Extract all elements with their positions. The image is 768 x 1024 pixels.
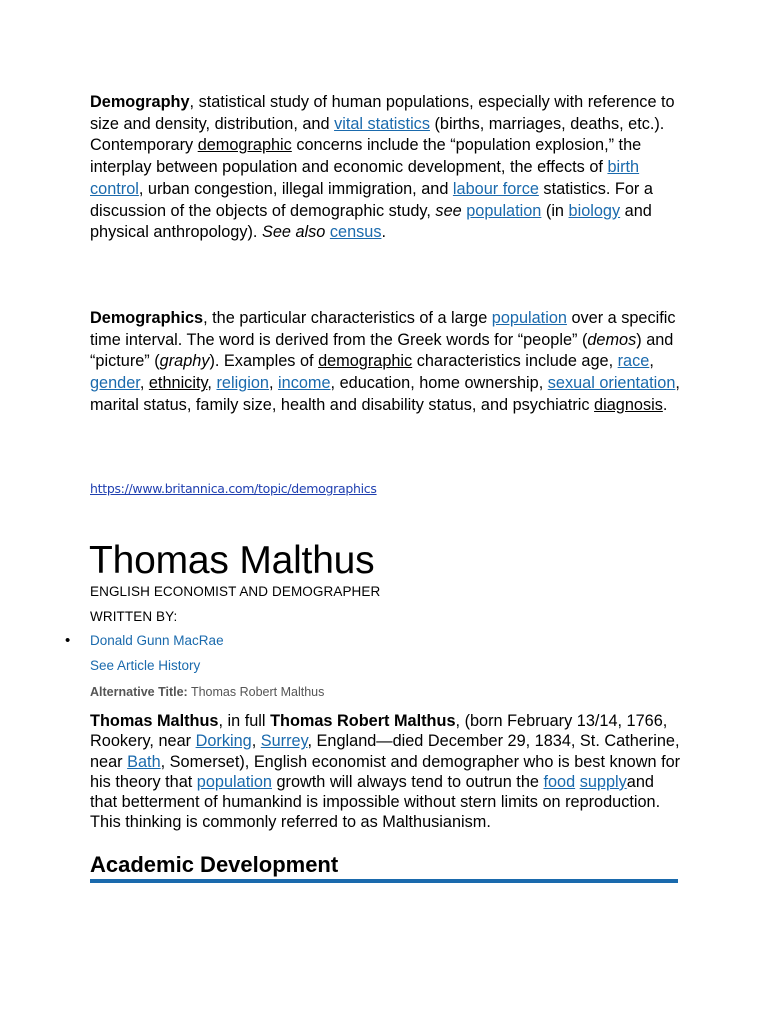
text-run: , the particular characteristics of a large — [203, 309, 492, 327]
demographic-link[interactable]: demographic — [318, 352, 413, 371]
population-link[interactable]: population — [466, 201, 542, 220]
census-link[interactable]: census — [329, 223, 382, 242]
text-run: (births, marriages, deaths, etc.). Contemporary — [90, 114, 665, 155]
demographic-link[interactable]: demographic — [197, 136, 292, 155]
alternative-title — [90, 685, 324, 699]
gender-link[interactable]: gender — [90, 374, 140, 393]
text-run: , marital status, family size, health and disability status, and psychiatric — [90, 374, 680, 414]
food-link[interactable]: food — [543, 772, 576, 791]
article-subtitle: ENGLISH ECONOMIST AND DEMOGRAPHER — [90, 584, 381, 599]
see-italic: see — [435, 201, 462, 220]
text-run: , statistical study of human populations, especially with reference to size and density, distribution, and — [90, 93, 675, 133]
text-run: , education, home ownership, — [330, 374, 548, 393]
malthus-paragraph — [90, 711, 684, 833]
author-link[interactable]: Donald Gunn MacRae — [90, 633, 224, 648]
text-run: and that betterment of humankind is impossible without stern limits on reproduction. This thinking is commonly referred to as Malthusianism. — [90, 772, 661, 832]
birth-control-link[interactable]: birth control — [90, 158, 640, 198]
text-run: over a specific time interval. The word is derived from the Greek words for “people” ( — [90, 309, 676, 349]
religion-link[interactable]: religion — [216, 374, 269, 393]
bath-link[interactable]: Bath — [127, 752, 161, 771]
diagnosis-link[interactable]: diagnosis — [594, 395, 663, 414]
text-run: , Somerset), English economist and demographer who is best known for his theory that — [90, 752, 681, 791]
text-run: , — [649, 352, 654, 371]
text-run: concerns include the “population explosion,” the interplay between population and economic development, the effects of — [90, 136, 642, 177]
text-run: (in — [541, 201, 569, 220]
text-run: , urban congestion, illegal immigration, and — [138, 179, 453, 198]
text-run: ). Examples of — [209, 352, 319, 371]
labour-force-link[interactable]: labour force — [452, 179, 539, 198]
supply-link[interactable]: supply — [579, 772, 627, 791]
income-link[interactable]: income — [278, 374, 331, 393]
text-run: statistics. For a discussion of the objects of demographic study, — [90, 179, 653, 220]
demographics-paragraph — [90, 308, 682, 417]
article-title: Thomas Malthus — [89, 539, 375, 582]
text-run: , — [207, 374, 217, 393]
text-run: , — [139, 374, 149, 393]
alternative-title-value: Thomas Robert Malthus — [187, 685, 325, 699]
text-run: , (born February 13/14, 1766, Rookery, near — [90, 712, 668, 751]
text-run: , — [268, 374, 279, 393]
malthus-name: Thomas Malthus — [90, 712, 219, 730]
surrey-link[interactable]: Surrey — [260, 732, 308, 751]
graphy-italic: graphy — [159, 352, 210, 371]
race-link[interactable]: race — [617, 352, 650, 371]
section-divider — [90, 879, 678, 883]
text-run: . — [662, 395, 668, 414]
malthus-full-name: Thomas Robert Malthus — [270, 712, 456, 730]
see-also-italic: See also — [261, 223, 326, 242]
text-run: characteristics include age, — [412, 352, 618, 371]
text-run: ) and “picture” ( — [90, 330, 674, 371]
demography-paragraph — [90, 92, 682, 244]
list-bullet: • — [65, 632, 71, 649]
biology-link[interactable]: biology — [568, 201, 621, 220]
britannica-source-link[interactable]: https://www.britannica.com/topic/demographics — [90, 481, 377, 496]
sexual-orientation-link[interactable]: sexual orientation — [547, 374, 676, 393]
vital-statistics-link[interactable]: vital statistics — [334, 114, 430, 133]
demographics-term: Demographics — [90, 309, 204, 327]
text-run: , England—died December 29, 1834, St. Catherine, near — [90, 732, 680, 771]
text-run: , in full — [218, 712, 271, 730]
dorking-link[interactable]: Dorking — [195, 732, 252, 751]
text-run: growth will always tend to outrun the — [271, 772, 544, 791]
written-by-label: WRITTEN BY: — [90, 609, 178, 624]
text-run: . — [381, 223, 386, 242]
population-link[interactable]: population — [491, 309, 567, 327]
ethnicity-link[interactable]: ethnicity — [148, 374, 208, 393]
section-heading: Academic Development — [90, 852, 339, 877]
article-history-link[interactable]: See Article History — [90, 658, 201, 673]
text-run: , — [251, 732, 261, 751]
alternative-title-label: Alternative Title: — [90, 685, 188, 699]
population-link[interactable]: population — [196, 772, 272, 791]
text-run: and physical anthropology). — [90, 201, 652, 242]
demos-italic: demos — [587, 330, 637, 349]
demography-term: Demography — [90, 93, 190, 111]
